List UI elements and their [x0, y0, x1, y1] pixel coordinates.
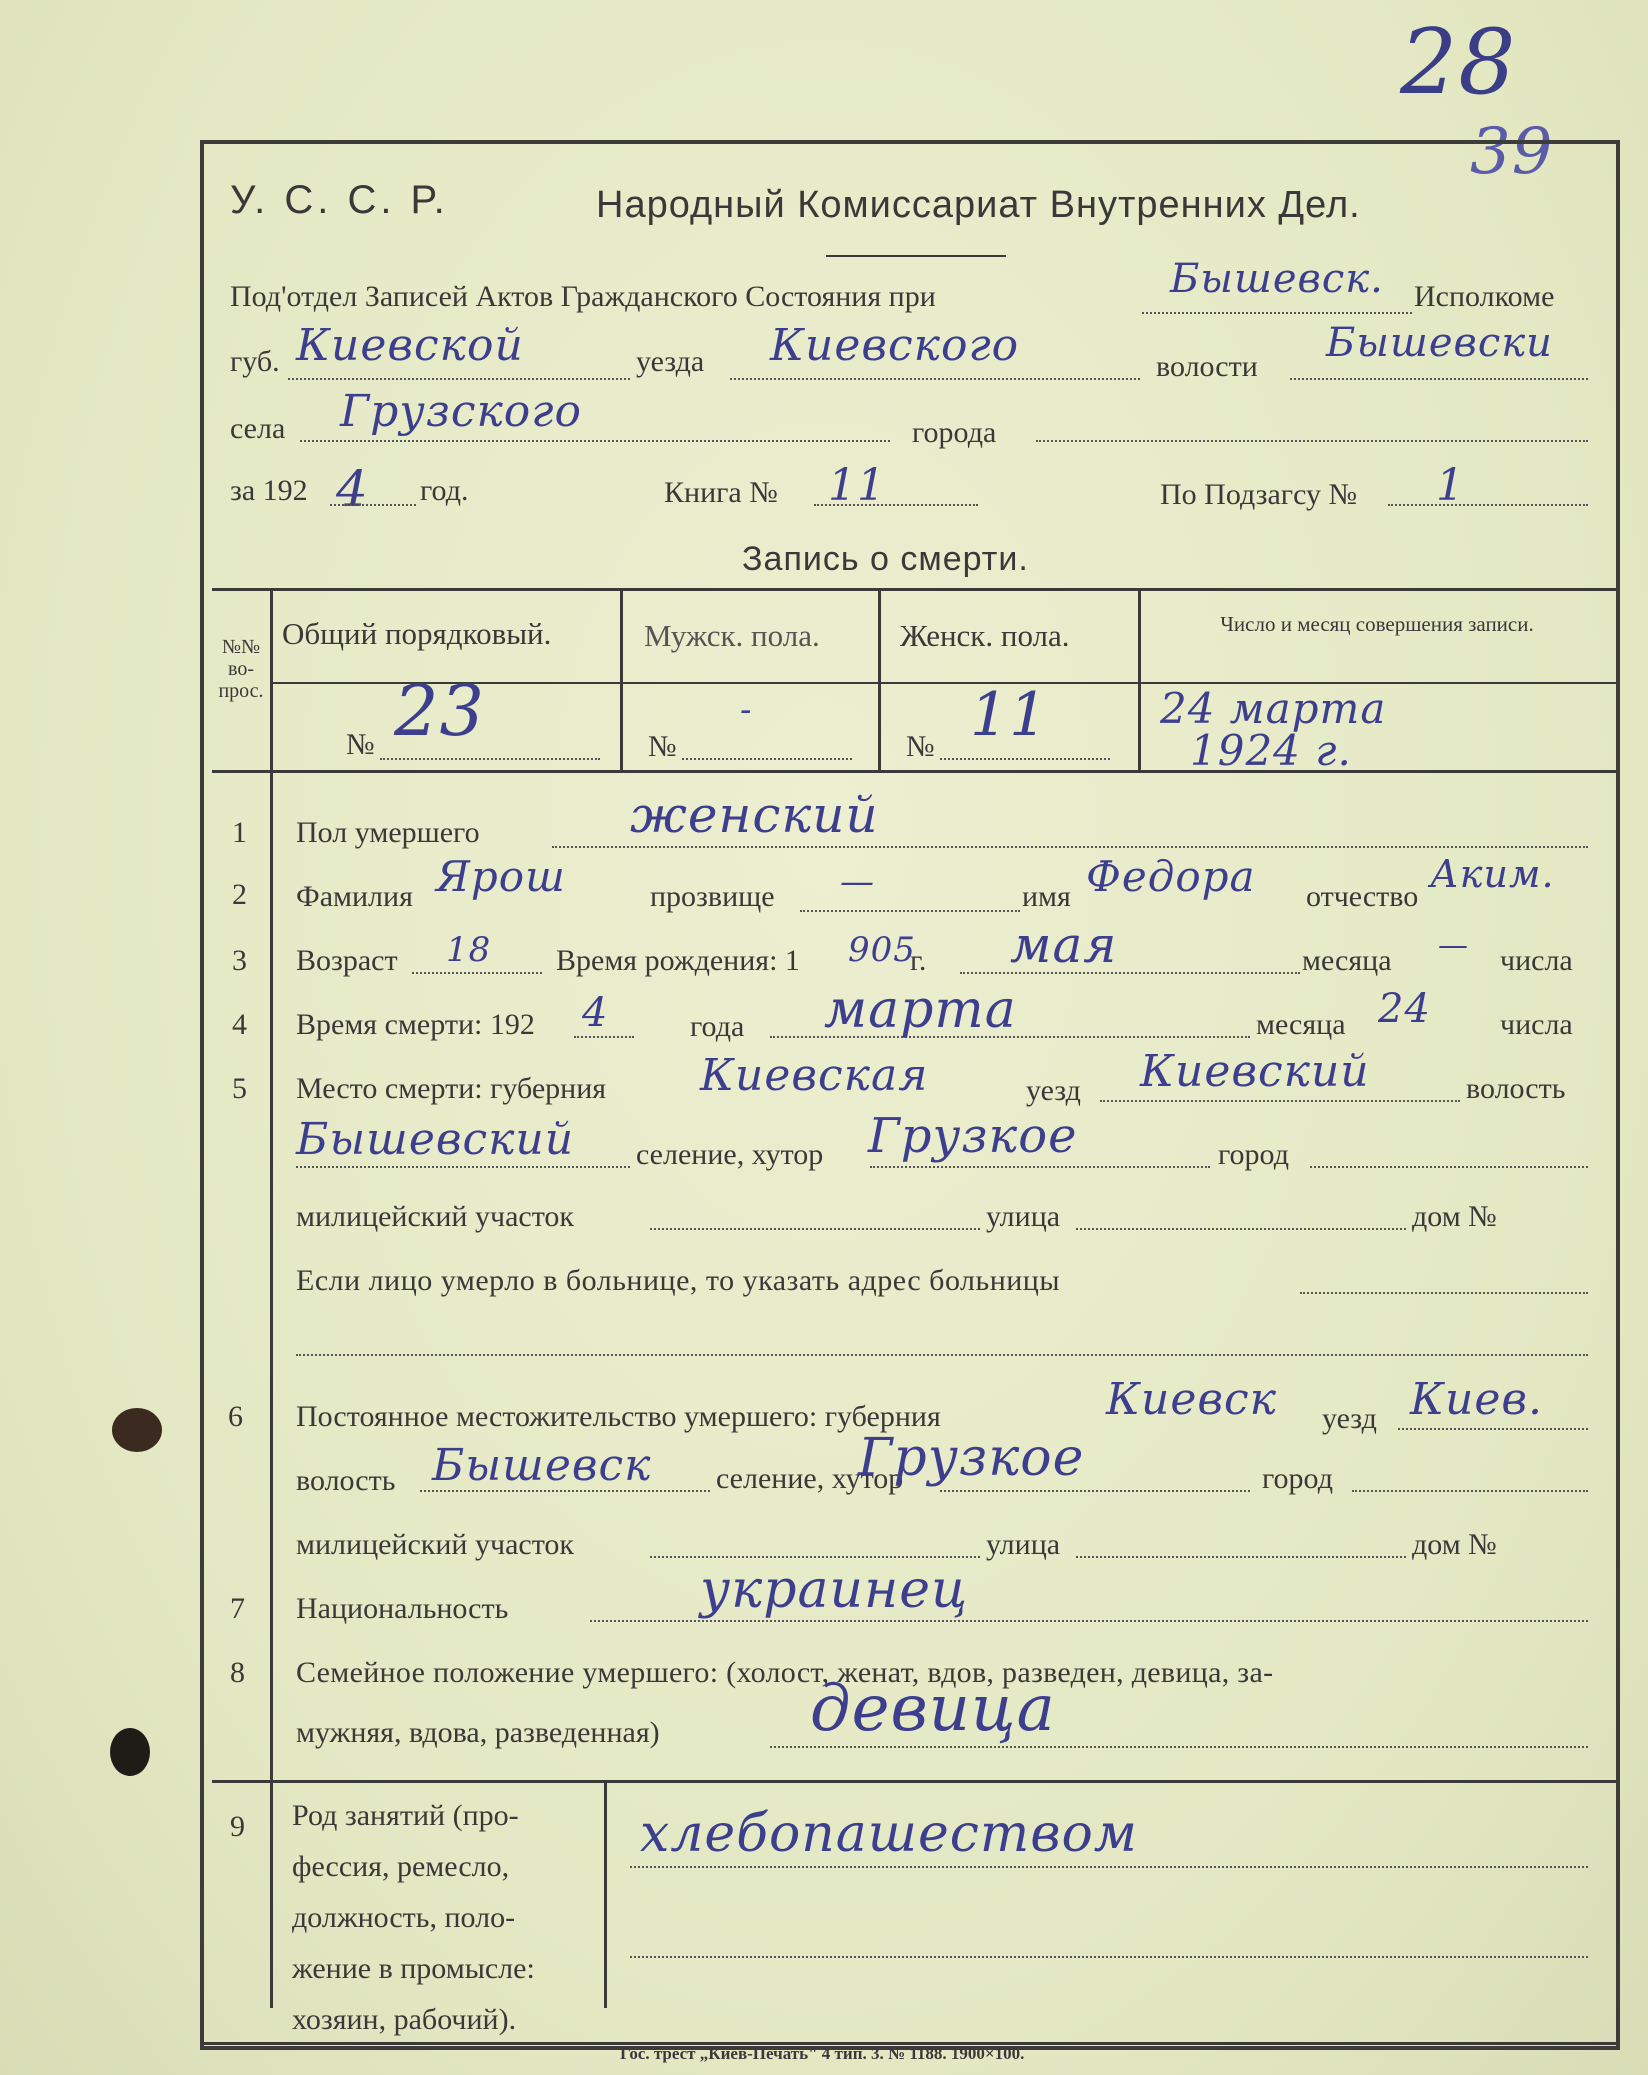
record-date-line2: 1924 г.	[1190, 726, 1352, 775]
subregister-value: 1	[1436, 460, 1465, 511]
residence-house-label: дом №	[1412, 1528, 1497, 1561]
residence-uezd-value: Киев.	[1410, 1374, 1544, 1425]
marital-value: девица	[810, 1672, 1056, 1746]
name-value: Федора	[1086, 852, 1256, 901]
nationality-value: украинец	[700, 1560, 969, 1620]
residence-uezd-label: уезд	[1322, 1402, 1377, 1435]
q-number: 4	[232, 1008, 247, 1041]
residence-gub-value: Киевск	[1106, 1374, 1277, 1425]
name-label: имя	[1022, 880, 1071, 913]
uezd-value: Киевского	[770, 320, 1020, 371]
general-number-value: 23	[394, 670, 486, 752]
birth-year-suffix: г.	[910, 944, 927, 977]
archive-number: 28	[1400, 10, 1517, 115]
year-label: за 192	[230, 474, 308, 507]
q-number: 3	[232, 944, 247, 977]
q-number: 7	[230, 1592, 245, 1625]
occupation-label: Род занятий (про- фессия, ремесло, должность, поло- жение в промысле: хозяин, рабочий).	[292, 1799, 535, 2036]
death-volost-value: Бышевский	[296, 1114, 575, 1165]
no-mark: №	[906, 730, 935, 763]
death-year-label: года	[690, 1010, 745, 1043]
subdept-value: Бышевск.	[1170, 256, 1384, 302]
residence-militia-label: милицейский участок	[296, 1528, 574, 1561]
sex-label: Пол умершего	[296, 816, 480, 849]
selo-label: села	[230, 412, 286, 445]
nickname-label: прозвище	[650, 880, 775, 913]
month-label: месяца	[1302, 944, 1392, 977]
residence-gorod-label: город	[1262, 1462, 1333, 1495]
female-number-value: 11	[970, 680, 1049, 750]
male-number-value: -	[740, 690, 753, 730]
death-militia-label: милицейский участок	[296, 1200, 574, 1233]
subdept-suffix: Исполкоме	[1414, 280, 1555, 313]
death-gub-value: Киевская	[700, 1050, 929, 1101]
death-selo-value: Грузкое	[868, 1108, 1078, 1164]
volost-value: Бышевски	[1326, 320, 1553, 366]
residence-volost-label: волость	[296, 1464, 396, 1497]
q-number: 2	[232, 878, 247, 911]
nickname-value: —	[840, 862, 875, 902]
death-uezd-value: Киевский	[1140, 1046, 1370, 1097]
q-number: 6	[228, 1400, 243, 1433]
q-number: 8	[230, 1656, 245, 1689]
col-general-header: Общий порядковый.	[282, 616, 552, 651]
marital-label-line1: Семейное положение умершего: (холост, женат, вдов, разведен, девица, за-	[296, 1656, 1274, 1689]
volost-label: волости	[1156, 350, 1258, 383]
residence-volost-value: Бышевск	[432, 1440, 652, 1491]
punch-hole	[110, 1728, 150, 1776]
surname-value: Ярош	[436, 852, 566, 901]
age-value: 18	[446, 930, 492, 970]
book-value: 11	[828, 460, 886, 511]
nationality-label: Национальность	[296, 1592, 509, 1625]
q-number: 5	[232, 1072, 247, 1105]
death-place-label: Место смерти: губерния	[296, 1072, 607, 1105]
death-uezd-label: уезд	[1026, 1074, 1081, 1107]
patronymic-label: отчество	[1306, 880, 1419, 913]
birth-year-value: 905	[848, 930, 916, 970]
subdept-label: Под'отдел Записей Актов Гражданского Состояния при	[230, 280, 936, 313]
death-house-label: дом №	[1412, 1200, 1497, 1233]
age-label: Возраст	[296, 944, 398, 977]
gorod-label: города	[912, 416, 997, 449]
death-time-label: Время смерти: 192	[296, 1008, 535, 1041]
book-label: Книга №	[664, 476, 778, 509]
death-gorod-label: город	[1218, 1138, 1289, 1171]
death-selo-label: селение, хутор	[636, 1138, 824, 1171]
col-date-header: Число и месяц совершения записи.	[1220, 612, 1534, 636]
col-question-header: №№ во-прос.	[218, 636, 264, 702]
birth-day-value: —	[1438, 928, 1469, 963]
no-mark: №	[648, 730, 677, 763]
year-value: 4	[336, 460, 369, 518]
col-female-header: Женск. пола.	[900, 618, 1070, 653]
hospital-label: Если лицо умерло в больнице, то указать адрес больницы	[296, 1264, 1061, 1297]
subregister-label: По Подзагсу №	[1160, 478, 1358, 511]
death-year-value: 4	[582, 990, 609, 1036]
death-month-label: месяца	[1256, 1008, 1346, 1041]
death-volost-label: волость	[1466, 1072, 1566, 1105]
gub-value: Киевской	[296, 320, 524, 371]
marital-label-line2: мужняя, вдова, разведенная)	[296, 1716, 660, 1749]
death-day-value: 24	[1378, 986, 1431, 1032]
record-date-line1: 24 марта	[1160, 684, 1387, 733]
divider	[826, 255, 1006, 257]
surname-label: Фамилия	[296, 880, 413, 913]
residence-selo-label: селение, хутор	[716, 1462, 904, 1495]
sex-value: женский	[630, 786, 879, 844]
q-number: 1	[232, 816, 247, 849]
death-day-label: числа	[1500, 1008, 1573, 1041]
commissariat-heading: Народный Комиссариат Внутренних Дел.	[596, 184, 1361, 226]
selo-value: Грузского	[340, 386, 582, 437]
archive-subnumber: 39	[1470, 115, 1554, 189]
punch-hole	[112, 1408, 162, 1452]
birth-month-value: мая	[1010, 916, 1118, 974]
residence-selo-value: Грузкое	[858, 1428, 1085, 1488]
q-number: 9	[230, 1810, 245, 1843]
birth-label: Время рождения: 1	[556, 944, 800, 977]
death-street-label: улица	[986, 1200, 1061, 1233]
patronymic-value: Аким.	[1430, 852, 1555, 896]
residence-label: Постоянное местожительство умершего: губерния	[296, 1400, 941, 1433]
residence-street-label: улица	[986, 1528, 1061, 1561]
occupation-value: хлебопашеством	[640, 1804, 1138, 1864]
record-title: Запись о смерти.	[742, 540, 1029, 578]
gub-label: губ.	[230, 345, 280, 378]
no-mark: №	[346, 728, 375, 761]
col-male-header: Мужск. пола.	[644, 618, 820, 653]
republic-heading: У. С. С. Р.	[230, 178, 449, 222]
death-month-value: марта	[824, 980, 1017, 1040]
uezd-label: уезда	[636, 345, 705, 378]
year-suffix: год.	[420, 474, 469, 507]
printer-imprint: Гос. трест „Киев-Печать" 4 тип. 3. № 1188. 1900×100.	[620, 2044, 1025, 2063]
day-label: числа	[1500, 944, 1573, 977]
